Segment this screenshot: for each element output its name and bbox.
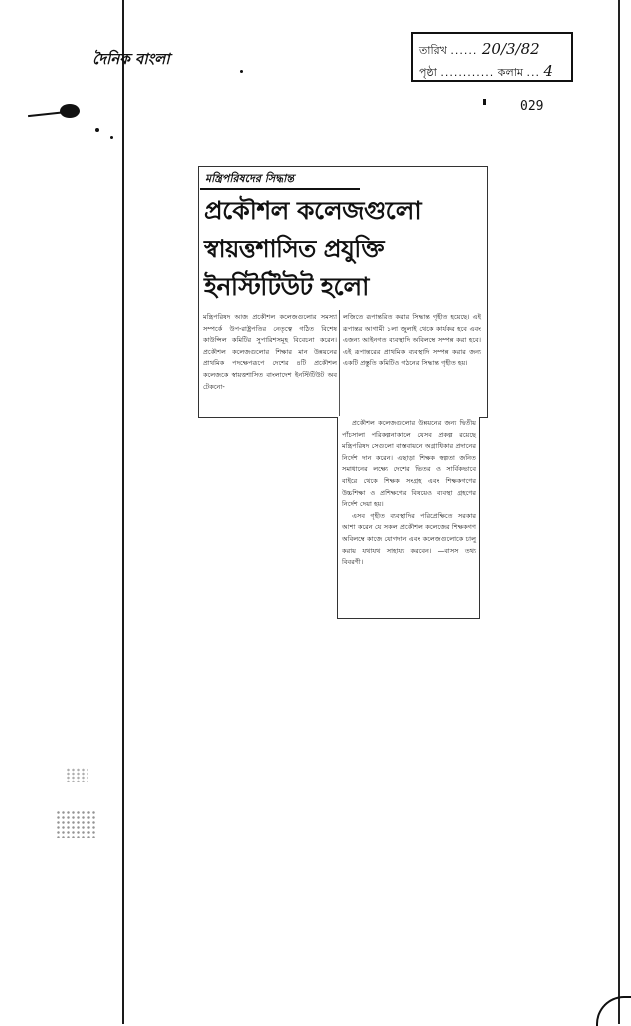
kicker: মন্ত্রিপরিষদের সিদ্ধান্ত xyxy=(205,172,294,185)
article-continuation xyxy=(342,418,476,569)
headline-line-2: স্বায়ত্তশাসিত প্রযুক্তি xyxy=(204,235,385,263)
article-column-right: লজিতে রূপান্তরিত করার সিদ্ধান্ত গৃহীত হয়েছে। এই রূপান্তর আগামী ১লা জুলাই থেকে কার্যকর হবে এবং এজন্য আইনগত ব্যবস্থাদি অবিলম্বে সম্পন্ন করা হবে। এই রূপান্তরের প্রাথমিক ব্যবস্থাদি সম্পন্ন করার জন্য একটি প্রস্তুতি কমিটিও গঠনের সিদ্ধান্ত গৃহীত হয়। xyxy=(343,313,481,368)
ink-blot xyxy=(60,104,80,118)
page-label: পৃষ্ঠা xyxy=(419,66,437,79)
page-edge xyxy=(618,0,620,1024)
article-column-left: মন্ত্রিপরিষদ আজ প্রকৌশল কলেজগুলোর সমস্যা সম্পর্কে উপ-রাষ্ট্রপতির নেতৃত্বে গঠিত বিশেষ কাউন্সিল কমিটির সুপারিশসমূহ বিবেচনা করেন। প্রকৌশল কলেজগুলোর শিক্ষার মান উন্নয়নের প্রাথমিক পদক্ষেপরূপে দেশের ৪টি প্রকৌশল কলেজকে স্বায়ত্তশাসিত বাংলাদেশ ইনস্টিটিউট অব টেকনো- xyxy=(203,313,337,391)
date-value: 20/3/82 xyxy=(481,40,540,58)
ink-speck xyxy=(110,136,113,139)
scan-noise xyxy=(66,768,88,782)
page-column-row xyxy=(419,62,553,83)
column-value: 4 xyxy=(543,62,554,80)
article-paragraph: প্রকৌশল কলেজগুলোর উন্নয়নের জন্য দ্বিতীয় পাঁচসালা পরিকল্পনাকালে যেসব প্রকল্প রয়েছে মন্ত্রিপরিষদ সেগুলো বাস্তবায়নে অগ্রাধিকার প্রদানের নির্দেশ দান করেন। এছাড়া শিক্ষক স্বল্পতা জনিত সমাধানের লক্ষ্যে দেশের ভিতর ও সার্বিকভাবে বাইরে থেকে শিক্ষক সংগ্রহ এবং শিক্ষকগণের উচ্চশিক্ষা ও প্রশিক্ষণের বিষয়েও ব্যবস্থা গ্রহণের নির্দেশ দেয়া হয়। xyxy=(342,419,476,509)
page-corner xyxy=(596,996,631,1026)
date-stamp xyxy=(411,32,573,82)
date-row xyxy=(419,40,540,61)
ink-speck xyxy=(240,70,243,73)
headline-line-1: প্রকৌশল কলেজগুলো xyxy=(204,196,422,225)
scan-noise xyxy=(56,810,96,838)
dotted-leader: ............ xyxy=(440,66,495,79)
date-label: তারিখ xyxy=(419,44,447,57)
file-number: 029 xyxy=(520,99,544,114)
kicker-rule xyxy=(200,188,360,190)
margin-line xyxy=(122,0,124,1024)
dotted-leader: ...... xyxy=(450,44,482,57)
article-paragraph: এসব গৃহীত ব্যবস্থাদির পরিপ্রেক্ষিতে সরকার আশা করেন যে সকল প্রকৌশল কলেজের শিক্ষকগণ অবিলম্বে কাজে যোগদান এবং কলেজগুলোকে চালু করায় যথাযথ সাহায্য করবেন। —বাসস তথ্য বিবরণী। xyxy=(342,511,476,567)
column-label: কলাম xyxy=(497,66,523,79)
column-divider xyxy=(339,310,340,416)
dotted-leader: ... xyxy=(526,66,540,79)
ink-speck xyxy=(483,99,486,105)
newspaper-name: দৈনিক বাংলা xyxy=(92,50,170,68)
ink-speck xyxy=(95,128,99,132)
headline-line-3: ইনস্টিটিউট হলো xyxy=(204,272,369,301)
